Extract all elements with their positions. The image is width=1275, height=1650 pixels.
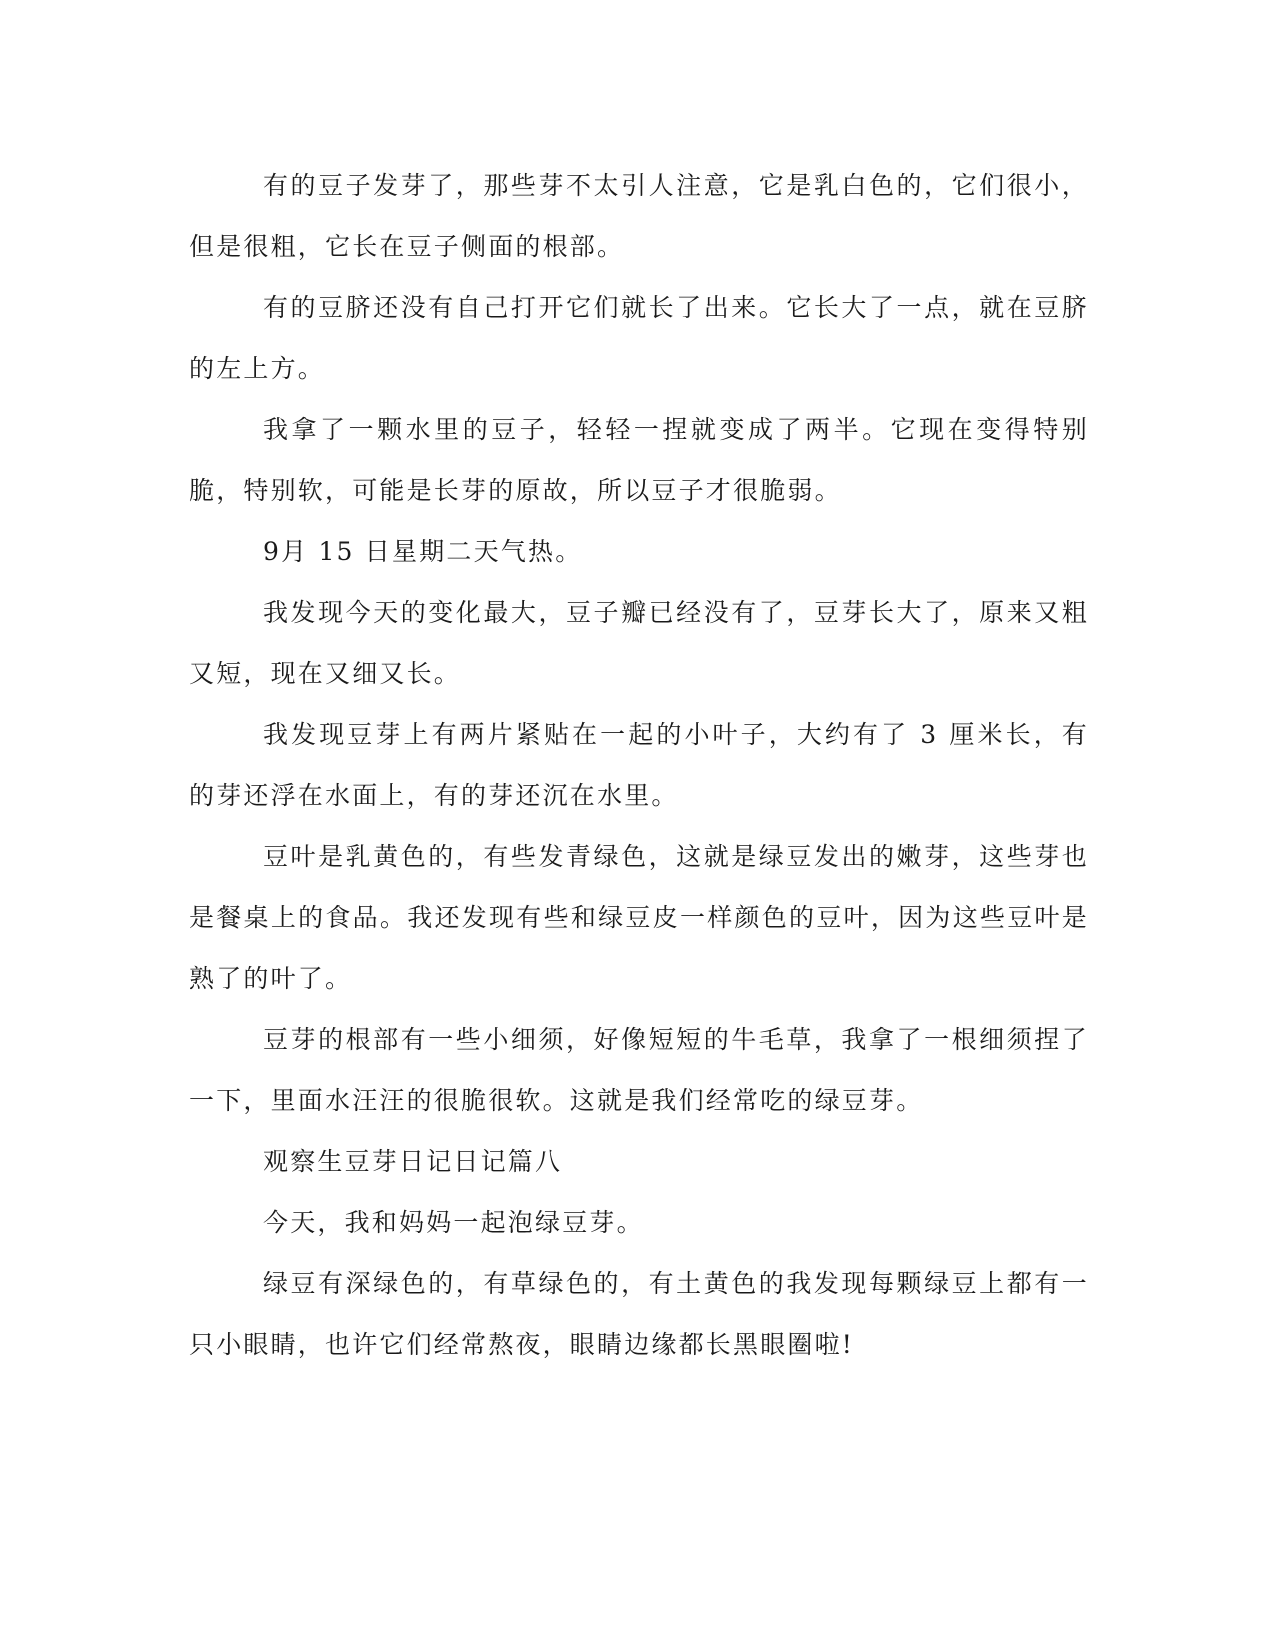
section-heading: 观察生豆芽日记日记篇八 [263, 1147, 563, 1176]
paragraph: 豆芽的根部有一些小细须，好像短短的牛毛草，我拿了一根细须捏了一下，里面水汪汪的很脆很软。这就是我们经常吃的绿豆芽。 [189, 1025, 1089, 1115]
paragraph: 我发现豆芽上有两片紧贴在一起的小叶子，大约有了 3 厘米长，有的芽还浮在水面上，有的芽还沉在水里。 [189, 720, 1089, 810]
date-line: 9月 15 日星期二天气热。 [263, 537, 583, 566]
paragraph: 豆叶是乳黄色的，有些发青绿色，这就是绿豆发出的嫩芽，这些芽也是餐桌上的食品。我还发现有些和绿豆皮一样颜色的豆叶，因为这些豆叶是熟了的叶了。 [189, 842, 1089, 993]
paragraph: 绿豆有深绿色的，有草绿色的，有土黄色的我发现每颗绿豆上都有一只小眼睛，也许它们经常熬夜，眼睛边缘都长黑眼圈啦! [189, 1269, 1089, 1359]
document-body [189, 155, 1089, 1375]
paragraph: 今天，我和妈妈一起泡绿豆芽。 [263, 1208, 644, 1237]
paragraph: 有的豆脐还没有自己打开它们就长了出来。它长大了一点，就在豆脐的左上方。 [189, 293, 1089, 383]
paragraph: 我拿了一颗水里的豆子，轻轻一捏就变成了两半。它现在变得特别脆，特别软，可能是长芽的原故，所以豆子才很脆弱。 [189, 415, 1089, 505]
paragraph: 我发现今天的变化最大，豆子瓣已经没有了，豆芽长大了，原来又粗又短，现在又细又长。 [189, 598, 1089, 688]
paragraph: 有的豆子发芽了，那些芽不太引人注意，它是乳白色的，它们很小，但是很粗，它长在豆子侧面的根部。 [189, 171, 1089, 261]
